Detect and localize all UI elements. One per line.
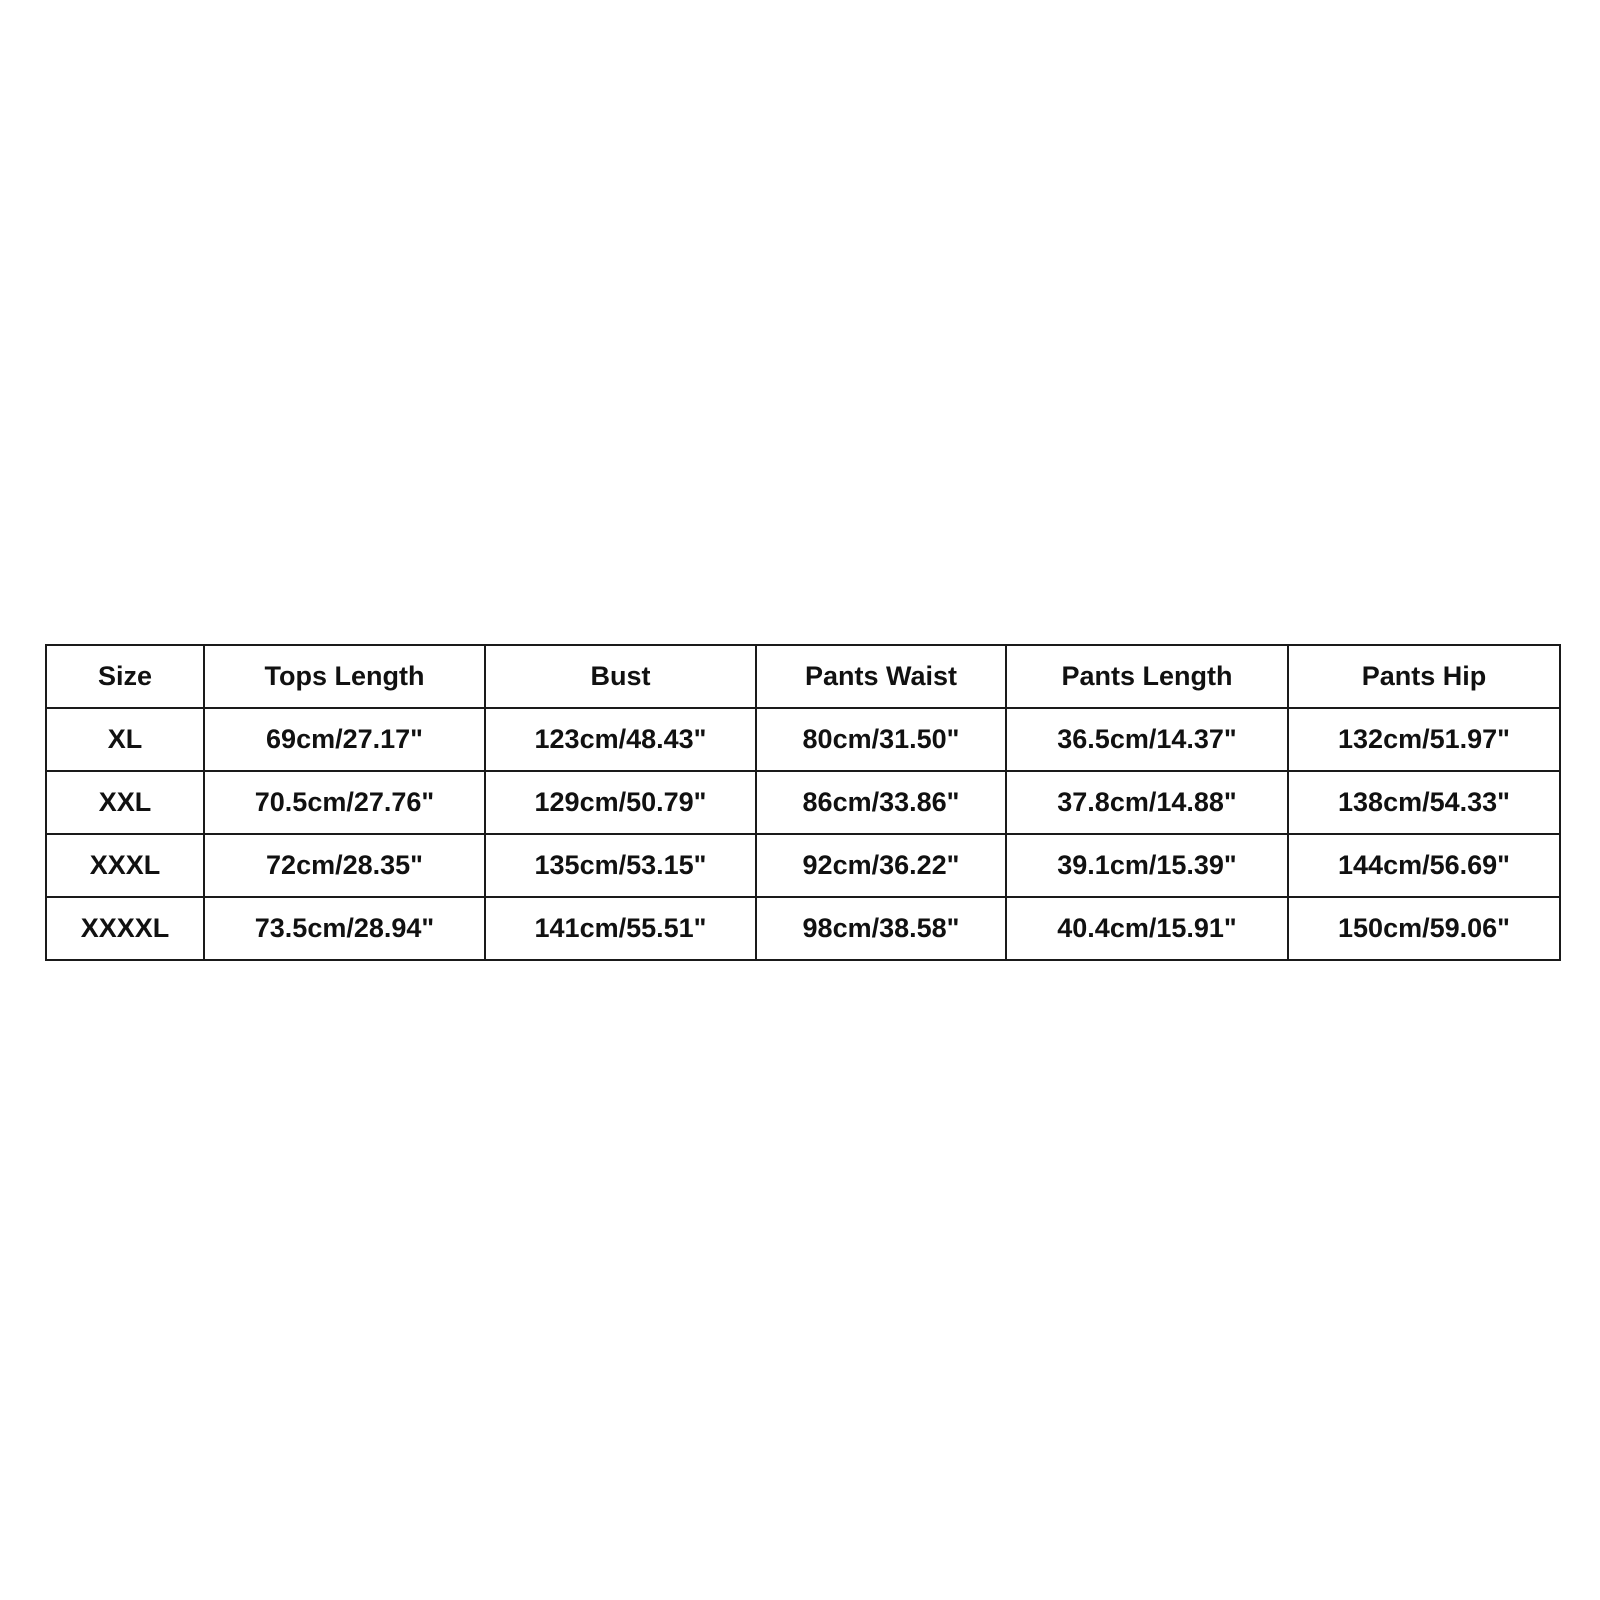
cell-size: XXXL — [46, 834, 204, 897]
header-pants-waist: Pants Waist — [756, 645, 1006, 708]
cell-size: XXXXL — [46, 897, 204, 960]
table-row — [46, 834, 1560, 897]
header-pants-length: Pants Length — [1006, 645, 1288, 708]
cell-pants-hip: 132cm/51.97" — [1288, 708, 1560, 771]
cell-bust: 135cm/53.15" — [485, 834, 756, 897]
header-size: Size — [46, 645, 204, 708]
cell-pants-waist: 86cm/33.86" — [756, 771, 1006, 834]
cell-pants-hip: 138cm/54.33" — [1288, 771, 1560, 834]
table-header-row — [46, 645, 1560, 708]
cell-size: XXL — [46, 771, 204, 834]
cell-tops-length: 73.5cm/28.94" — [204, 897, 485, 960]
cell-pants-hip: 144cm/56.69" — [1288, 834, 1560, 897]
cell-pants-waist: 92cm/36.22" — [756, 834, 1006, 897]
cell-pants-hip: 150cm/59.06" — [1288, 897, 1560, 960]
cell-pants-length: 37.8cm/14.88" — [1006, 771, 1288, 834]
cell-pants-length: 36.5cm/14.37" — [1006, 708, 1288, 771]
cell-tops-length: 70.5cm/27.76" — [204, 771, 485, 834]
cell-tops-length: 69cm/27.17" — [204, 708, 485, 771]
cell-bust: 141cm/55.51" — [485, 897, 756, 960]
cell-pants-waist: 80cm/31.50" — [756, 708, 1006, 771]
header-bust: Bust — [485, 645, 756, 708]
cell-size: XL — [46, 708, 204, 771]
cell-bust: 123cm/48.43" — [485, 708, 756, 771]
table-row — [46, 771, 1560, 834]
size-chart-table — [45, 644, 1561, 961]
table-row — [46, 897, 1560, 960]
table-row — [46, 708, 1560, 771]
cell-bust: 129cm/50.79" — [485, 771, 756, 834]
header-tops-length: Tops Length — [204, 645, 485, 708]
cell-pants-waist: 98cm/38.58" — [756, 897, 1006, 960]
header-pants-hip: Pants Hip — [1288, 645, 1560, 708]
cell-pants-length: 40.4cm/15.91" — [1006, 897, 1288, 960]
cell-pants-length: 39.1cm/15.39" — [1006, 834, 1288, 897]
cell-tops-length: 72cm/28.35" — [204, 834, 485, 897]
